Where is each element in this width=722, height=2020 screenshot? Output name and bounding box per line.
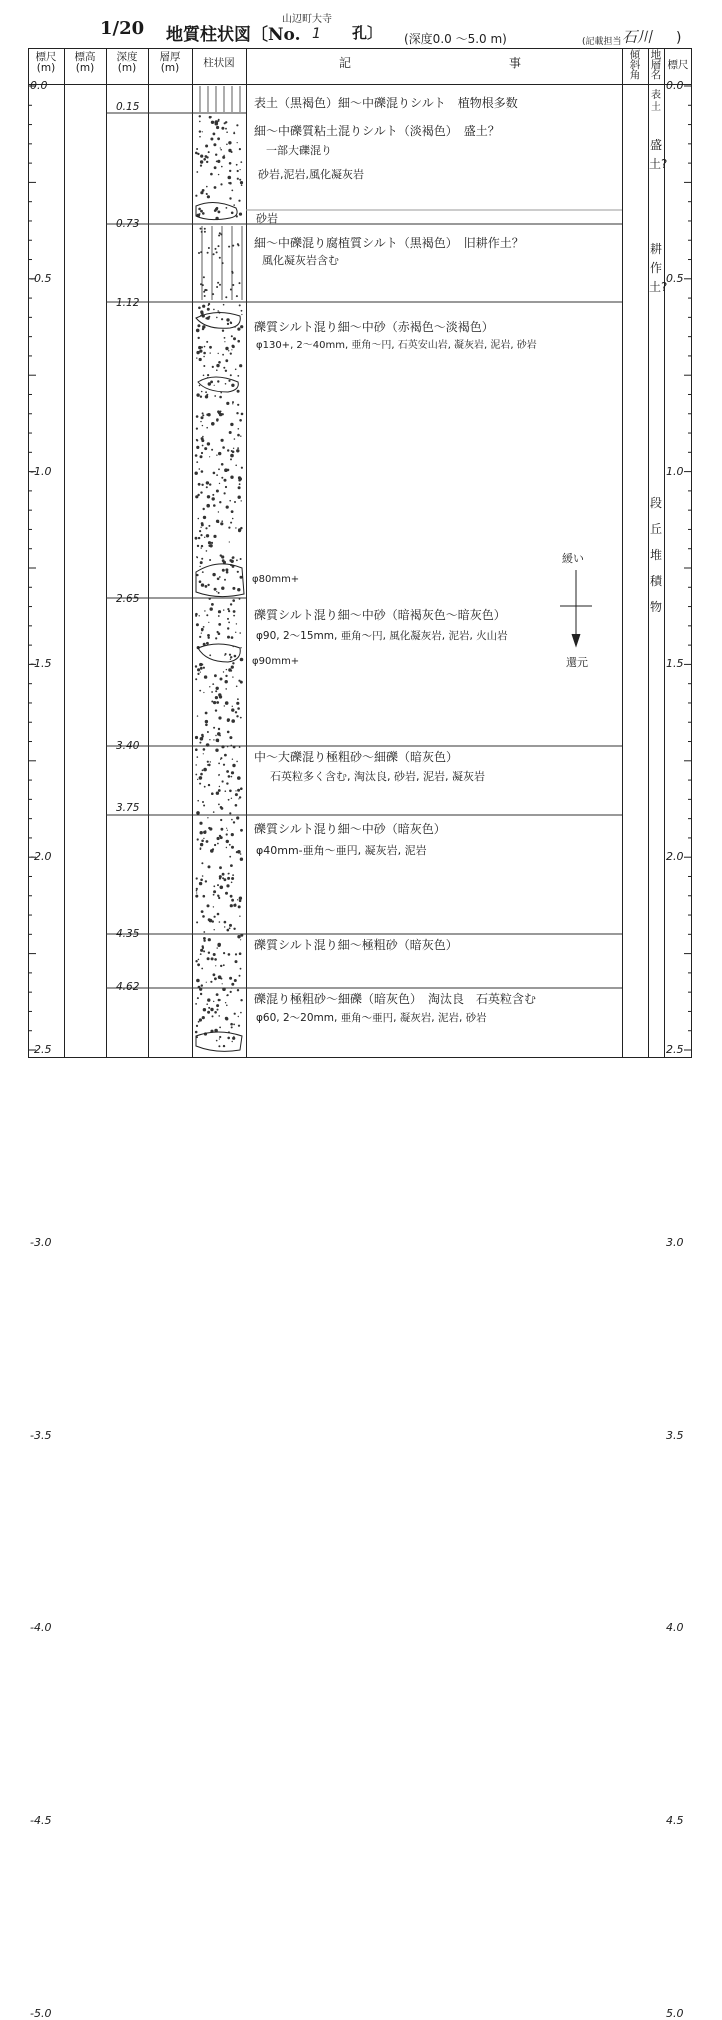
description-line: 細～中礫混り腐植質シルト（黒褐色） 旧耕作土？ [254, 236, 524, 250]
location-name: 山辺町大寺 [282, 14, 332, 25]
scale-right-label: 1.5 [666, 657, 684, 671]
description-line: 中～大礫混り極粗砂～細礫（暗灰色） [254, 750, 459, 764]
depth-mark: 3.40 [116, 740, 140, 752]
scale-left-label: -4.5 [30, 1814, 52, 1828]
formation-fill: 盛土? [649, 138, 668, 171]
scale-right-label: 0.5 [666, 271, 684, 285]
col-sep-2 [106, 48, 107, 1058]
description-line: φ90mm+ [252, 656, 300, 667]
description-line: 風化凝灰岩含む [262, 254, 339, 267]
col-header-thickness: 層厚 (m) [159, 51, 181, 74]
col-header-column: 柱状図 [203, 57, 235, 69]
depth-mark: 1.12 [116, 297, 140, 309]
formation-topsoil: 表土 [651, 90, 661, 113]
description-line: 礫混り極粗砂～細礫（暗灰色） 淘汰良 石英粒含む [254, 992, 537, 1006]
description-line: 石英粒多く含む, 淘汰良, 砂岩, 泥岩, 凝灰岩 [270, 770, 485, 783]
scale-left-label: -0.5 [30, 271, 52, 285]
scale-right-label: 1.0 [666, 464, 684, 478]
col-header-record-b: 事 [508, 56, 521, 70]
col-header-elevation: 標高 (m) [74, 51, 96, 74]
arrow-up-label: 緩い [562, 552, 584, 565]
col-sep-4 [192, 48, 193, 1058]
scale-left-label: -5.0 [30, 2007, 52, 2020]
scale-right-label: 5.0 [666, 2007, 684, 2020]
scale-right-label: 2.5 [666, 1043, 684, 1056]
scale-right-label: 2.0 [666, 850, 684, 864]
scale-left-label: -2.5 [30, 1043, 52, 1056]
scale-right-label: 3.0 [666, 1235, 684, 1249]
depth-mark: 3.75 [116, 802, 140, 814]
recorder-name: 石川 [622, 28, 653, 46]
description-line: 一部大礫混り [266, 144, 332, 157]
description-line: φ90, 2～15mm, 亜角～円, 風化凝灰岩, 泥岩, 火山岩 [256, 630, 508, 642]
col-header-dip: 傾 斜 角 [629, 49, 641, 81]
arrow-down-label: 還元 [566, 656, 588, 669]
description-line: φ40mm-亜角～亜円, 凝灰岩, 泥岩 [256, 844, 427, 857]
col-header-formation: 地 層 名 [650, 49, 662, 81]
recorder-close: ) [676, 30, 682, 46]
col-sep-3 [148, 48, 149, 1058]
depth-mark: 0.73 [116, 218, 140, 230]
description-line: 表土（黒褐色）細～中礫混りシルト 植物根多数 [254, 96, 518, 110]
recorder-label: (記載担当 [582, 37, 622, 47]
col-sep-1 [64, 48, 65, 1058]
log-frame [28, 48, 692, 1058]
boring-number: 1 [312, 26, 321, 42]
hole-label: 孔〕 [352, 24, 383, 42]
header-divider [28, 84, 692, 85]
scale-right-label: 4.5 [666, 1814, 684, 1828]
formation-terrace: 段丘堆積物 [649, 496, 662, 614]
scale-right-label: 3.5 [666, 1428, 684, 1442]
col-sep-8 [664, 48, 665, 1058]
scale-left-label: -3.0 [30, 1235, 52, 1249]
description-line: 砂岩 [256, 212, 278, 225]
col-header-scale-right: 標尺 [667, 59, 689, 71]
depth-mark: 4.35 [116, 928, 140, 940]
description-line: φ80mm+ [252, 574, 300, 585]
description-line: 礫質シルト混り細～極粗砂（暗灰色） [254, 938, 458, 952]
col-sep-6 [622, 48, 623, 1058]
col-sep-5 [246, 48, 247, 1058]
description-line: 礫質シルト混り細～中砂（暗褐灰色～暗灰色） [254, 608, 506, 622]
col-header-record-a: 記 [338, 56, 351, 70]
depth-mark: 0.15 [116, 101, 140, 113]
description-line: φ130+, 2～40mm, 亜角～円, 石英安山岩, 凝灰岩, 泥岩, 砂岩 [256, 340, 537, 351]
description-line: 礫質シルト混り細～中砂（赤褐色～淡褐色） [254, 320, 494, 334]
scale-left-label: -1.5 [30, 657, 52, 671]
description-line: φ60, 2～20mm, 亜角～亜円, 凝灰岩, 泥岩, 砂岩 [256, 1012, 487, 1024]
col-header-depth: 深度 (m) [116, 51, 138, 74]
scale-right-label: 0.0 [666, 79, 684, 92]
page-title: 地質柱状図〔No. [166, 25, 301, 45]
formation-tilled: 耕作土? [649, 242, 668, 294]
scale-left-label: 0.0 [30, 79, 48, 92]
description-line: 細～中礫質粘土混りシルト（淡褐色） 盛土？ [254, 124, 500, 138]
scale-left-label: -1.0 [30, 464, 52, 478]
scale-left-label: -2.0 [30, 850, 52, 864]
col-header-scale: 標尺 (m) [35, 51, 57, 74]
scale-label: 1/20 [100, 18, 145, 39]
depth-range: (深度0.0 ～5.0 m) [404, 32, 507, 46]
scale-left-label: -3.5 [30, 1428, 52, 1442]
depth-mark: 4.62 [116, 981, 140, 993]
description-line: 礫質シルト混り細～中砂（暗灰色） [254, 822, 446, 836]
scale-left-label: -4.0 [30, 1621, 52, 1635]
description-line: 砂岩,泥岩,風化凝灰岩 [258, 168, 364, 181]
scale-right-label: 4.0 [666, 1621, 684, 1635]
depth-mark: 2.65 [116, 593, 140, 605]
